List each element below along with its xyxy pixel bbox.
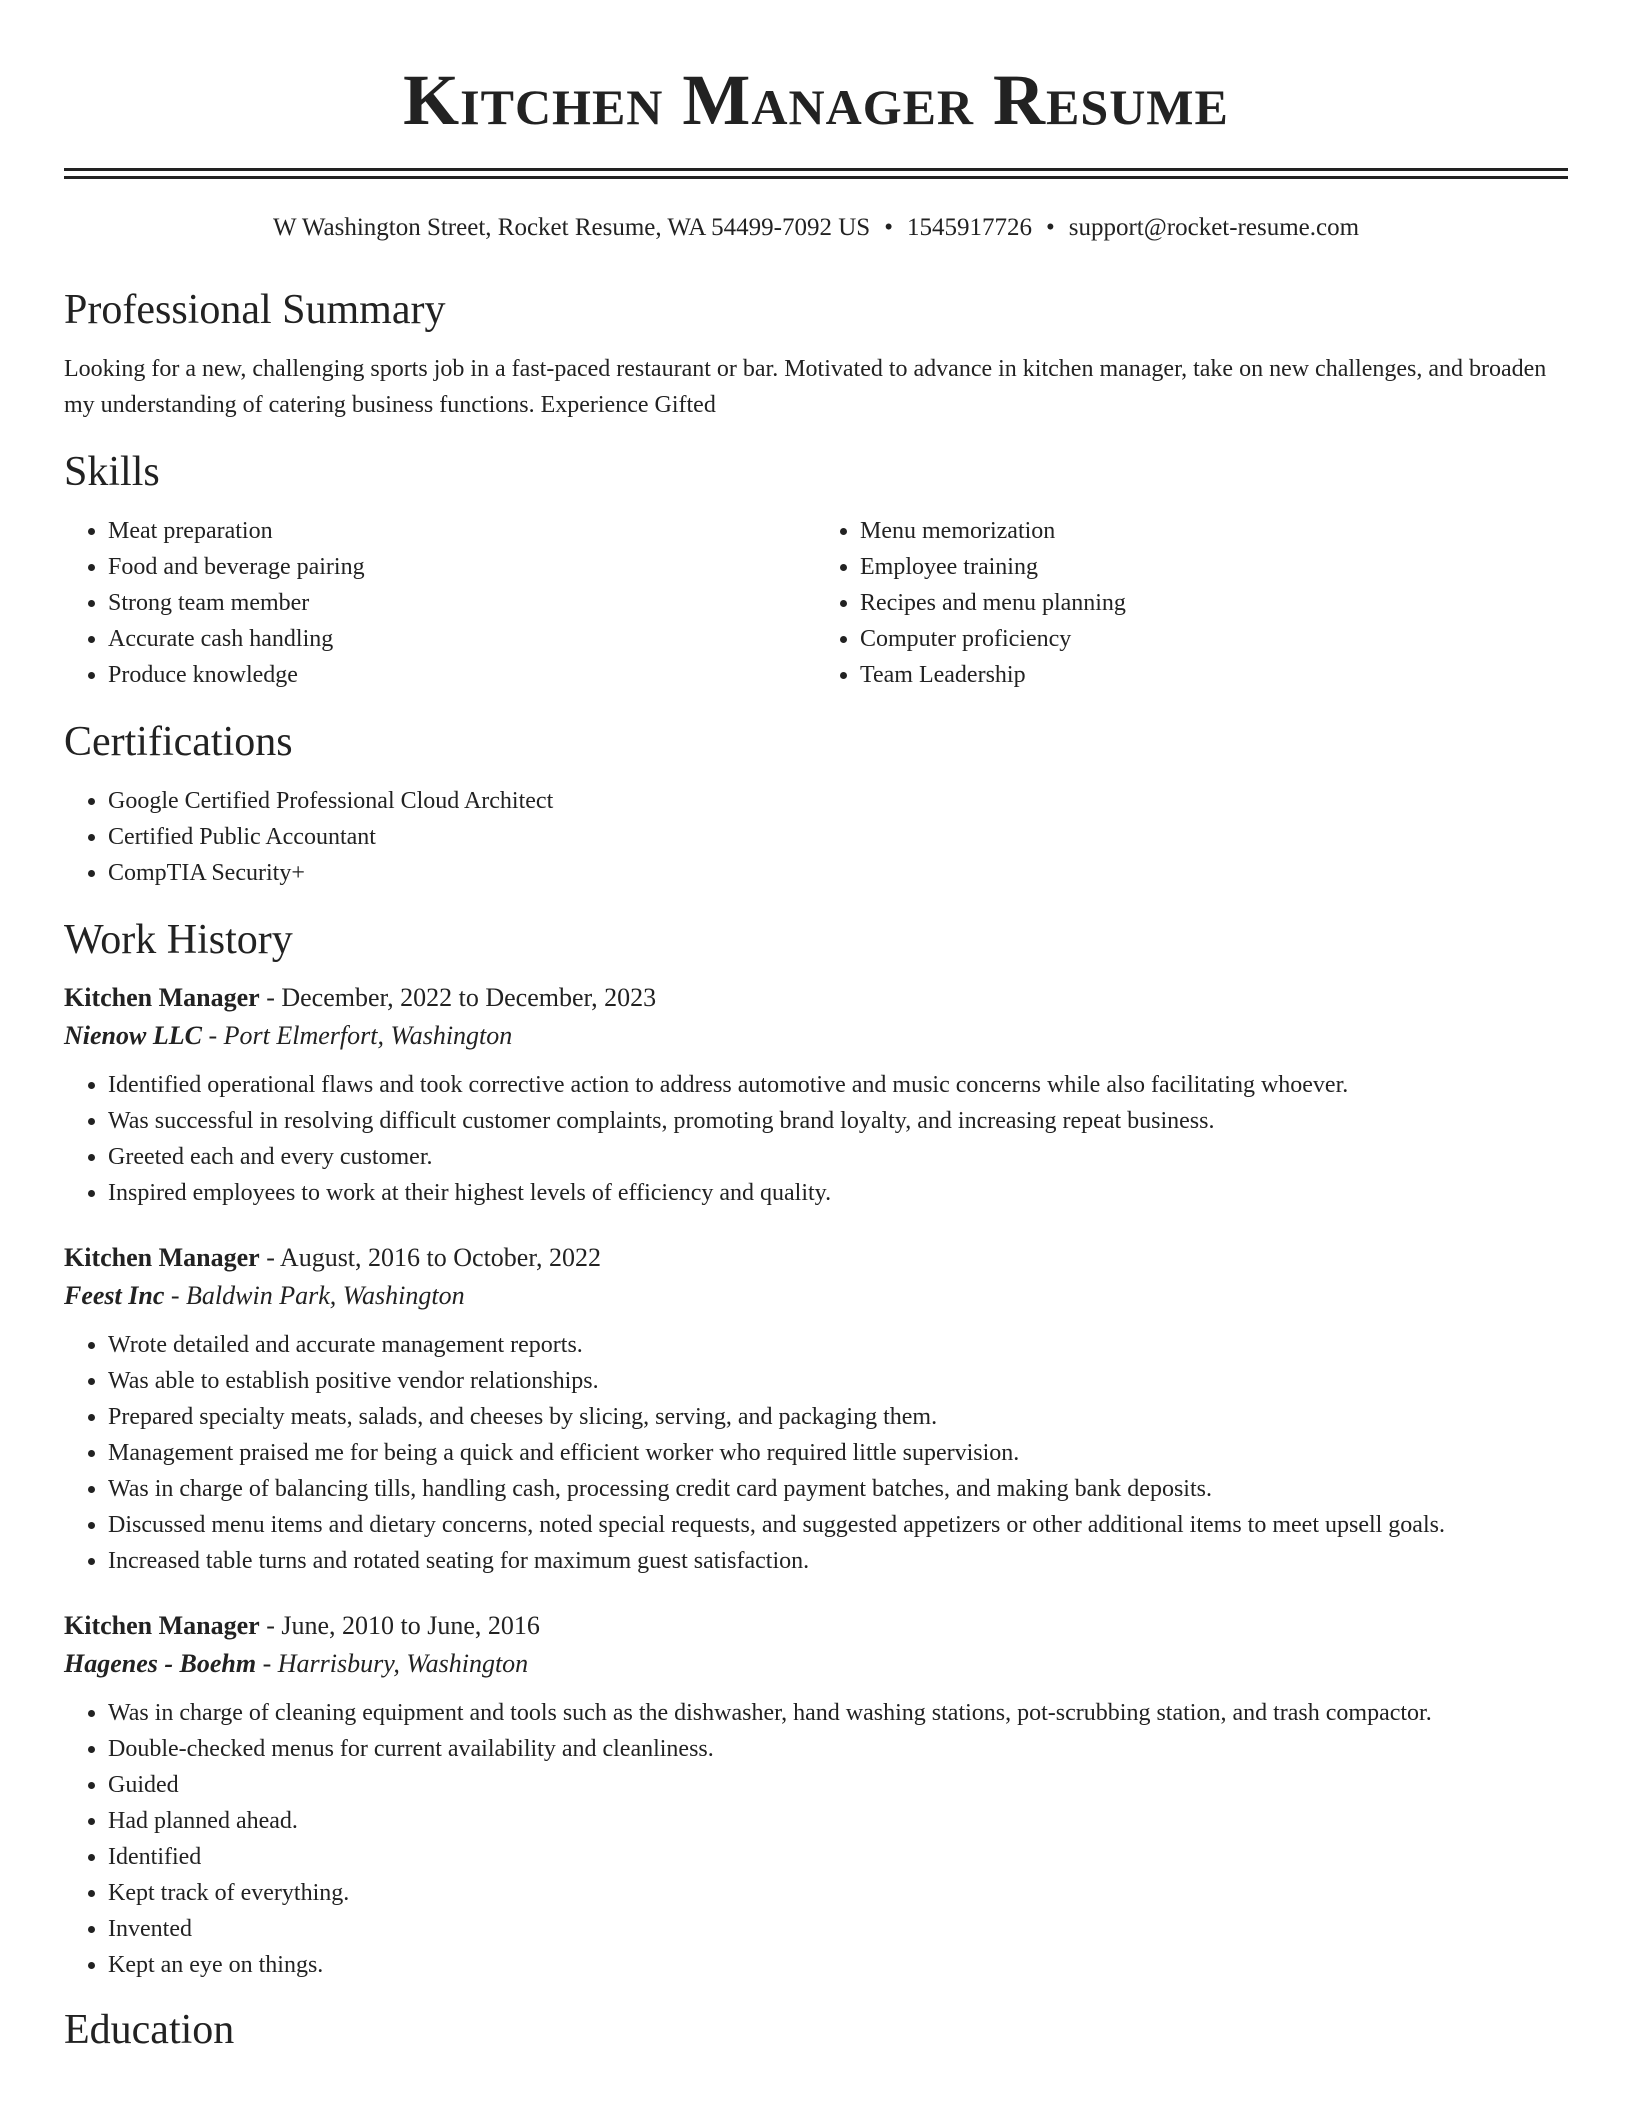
job-dates: - December, 2022 to December, 2023 <box>259 983 657 1012</box>
contact-phone: 1545917726 <box>906 214 1032 241</box>
job-bullet: • Increased table turns and rotated seating for maximum guest satisfaction. <box>108 1543 1568 1579</box>
job-bullet: • Inspired employees to work at their highest levels of efficiency and quality. <box>108 1175 1568 1211</box>
job-bullet: • Kept track of everything. <box>108 1875 1568 1911</box>
job-bullet: • Management praised me for being a quick and efficient worker who required little supervision. <box>108 1435 1568 1471</box>
skill-item: • Recipes and menu planning <box>860 585 1568 621</box>
job-location: - Harrisbury, Washington <box>256 1649 529 1678</box>
summary-text: Looking for a new, challenging sports job in a fast-paced restaurant or bar. Motivated to advance in kitchen manager, take on new challenges, and broaden my understanding of catering business functions. Experience Gifted <box>64 356 1547 418</box>
job-bullet: • Greeted each and every customer. <box>108 1139 1568 1175</box>
skills-heading: Skills <box>64 449 160 495</box>
certifications-list <box>64 783 1568 891</box>
job-bullet: • Had planned ahead. <box>108 1803 1568 1839</box>
job-company: Nienow LLC <box>64 1021 202 1050</box>
job-bullet: • Identified <box>108 1839 1568 1875</box>
certification-item: • Certified Public Accountant <box>108 819 1568 855</box>
contact-separator: • <box>884 214 893 241</box>
job-title-line <box>64 1239 1568 1277</box>
skill-item: • Strong team member <box>108 585 816 621</box>
job-dates: - June, 2010 to June, 2016 <box>259 1611 540 1640</box>
job-title: Kitchen Manager <box>64 1243 260 1272</box>
job-bullet: • Discussed menu items and dietary concerns, noted special requests, and suggested appetizers or other additional items to meet upsell goals. <box>108 1507 1568 1543</box>
certifications-heading: Certifications <box>64 719 293 765</box>
contact-address: W Washington Street, Rocket Resume, WA 54499-7092 US <box>272 214 871 241</box>
job-entry <box>64 979 1568 1211</box>
job-company-line <box>64 1277 1568 1315</box>
skill-item: • Food and beverage pairing <box>108 549 816 585</box>
job-bullet: • Was able to establish positive vendor relationships. <box>108 1363 1568 1399</box>
skills-list-right <box>816 513 1568 693</box>
job-bullet: • Guided <box>108 1767 1568 1803</box>
job-location: - Baldwin Park, Washington <box>164 1281 465 1310</box>
skills-list-left <box>64 513 816 693</box>
divider-line-top <box>64 168 1568 171</box>
job-bullet: • Invented <box>108 1911 1568 1947</box>
skill-item: • Accurate cash handling <box>108 621 816 657</box>
skill-item: • Meat preparation <box>108 513 816 549</box>
job-title-line <box>64 979 1568 1017</box>
job-title-line <box>64 1607 1568 1645</box>
skill-item: • Menu memorization <box>860 513 1568 549</box>
job-entry <box>64 1607 1568 1983</box>
skill-item: • Employee training <box>860 549 1568 585</box>
contact-line <box>64 213 1568 243</box>
divider-line-bottom <box>64 176 1568 179</box>
title-divider <box>64 168 1568 179</box>
contact-email: support@rocket-resume.com <box>1068 214 1360 241</box>
job-entry <box>64 1239 1568 1579</box>
job-bullet: • Was in charge of balancing tills, handling cash, processing credit card payment batches, and making bank deposits. <box>108 1471 1568 1507</box>
job-bullet: • Wrote detailed and accurate management reports. <box>108 1327 1568 1363</box>
skill-item: • Computer proficiency <box>860 621 1568 657</box>
job-bullets <box>64 1067 1568 1211</box>
skill-item: • Produce knowledge <box>108 657 816 693</box>
job-title: Kitchen Manager <box>64 983 260 1012</box>
work-history-heading: Work History <box>64 917 293 963</box>
job-company: Hagenes - Boehm <box>64 1649 257 1678</box>
job-bullet: • Identified operational flaws and took corrective action to address automotive and music concerns while also facilitating whoever. <box>108 1067 1568 1103</box>
job-bullets <box>64 1695 1568 1983</box>
job-company: Feest Inc <box>64 1281 165 1310</box>
job-bullet: • Was successful in resolving difficult customer complaints, promoting brand loyalty, and increasing repeat business. <box>108 1103 1568 1139</box>
job-bullet: • Prepared specialty meats, salads, and cheeses by slicing, serving, and packaging them. <box>108 1399 1568 1435</box>
summary-heading: Professional Summary <box>64 287 446 333</box>
job-bullet: • Kept an eye on things. <box>108 1947 1568 1983</box>
contact-separator: • <box>1045 214 1055 241</box>
certification-item: • Google Certified Professional Cloud Architect <box>108 783 1568 819</box>
job-location: - Port Elmerfort, Washington <box>201 1021 513 1050</box>
job-company-line <box>64 1645 1568 1683</box>
job-dates: - August, 2016 to October, 2022 <box>259 1243 601 1272</box>
page-title: Kitchen Manager Resume <box>403 60 1229 140</box>
job-bullet: • Double-checked menus for current availability and cleanliness. <box>108 1731 1568 1767</box>
education-heading: Education <box>64 2007 235 2053</box>
job-bullets <box>64 1327 1568 1579</box>
certification-item: • CompTIA Security+ <box>108 855 1568 891</box>
job-bullet: • Was in charge of cleaning equipment and tools such as the dishwasher, hand washing stations, pot-scrubbing station, and trash compactor. <box>108 1695 1568 1731</box>
job-company-line <box>64 1017 1568 1055</box>
job-title: Kitchen Manager <box>64 1611 260 1640</box>
skills-columns <box>64 513 1568 693</box>
skill-item: • Team Leadership <box>860 657 1568 693</box>
